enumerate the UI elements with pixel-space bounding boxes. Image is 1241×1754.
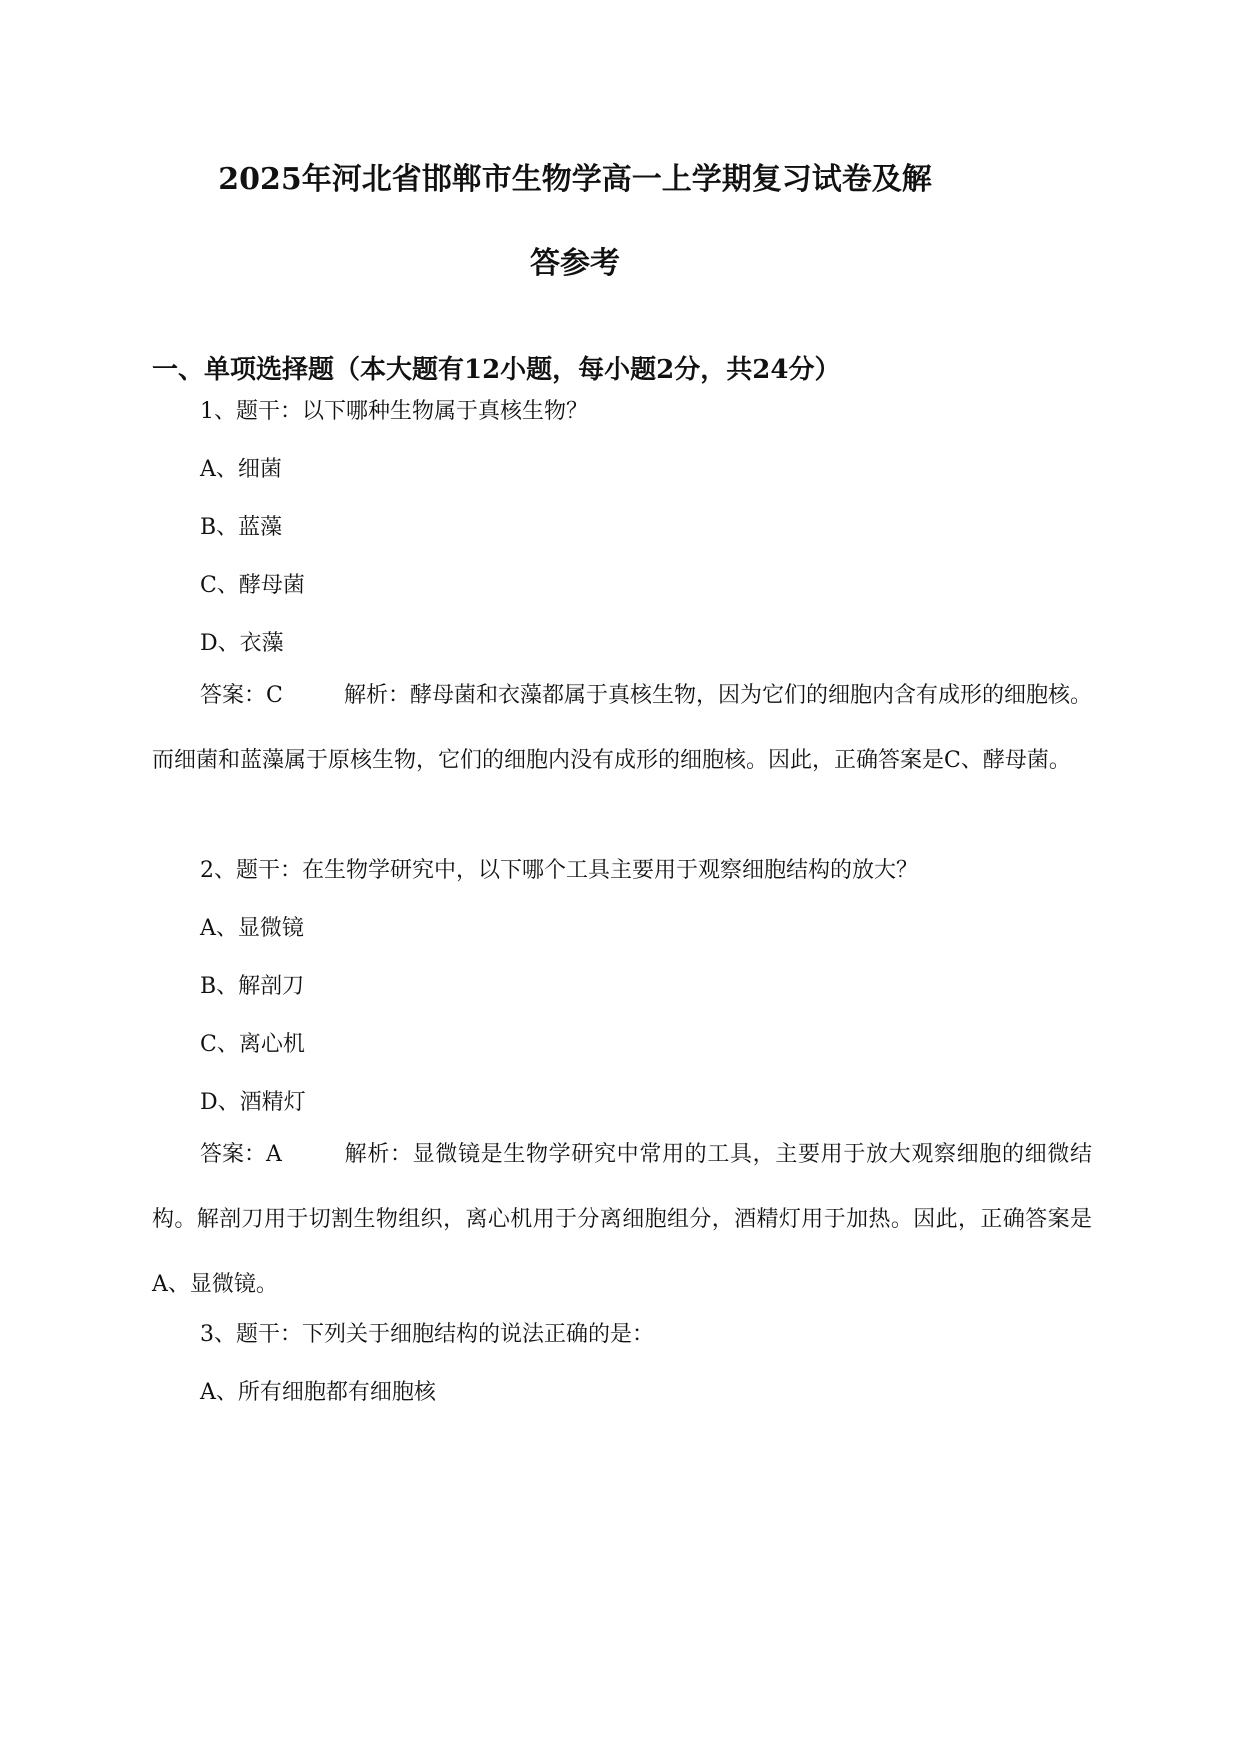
question-2-option-a: A、显微镜	[200, 916, 304, 941]
section-heading: 一、单项选择题（本大题有12小题，每小题2分，共24分）	[152, 355, 841, 385]
question-2-option-d: D、酒精灯	[200, 1090, 306, 1115]
question-2-explanation: 解析：显微镜是生物学研究中常用的工具，主要用于放大观察细胞的细微结构。解剖刀用于切割生物组织，离心机用于分离细胞组分，酒精灯用于加热。因此，正确答案是A、显微镜。	[152, 1142, 1092, 1297]
document-title-line-2: 答参考	[530, 246, 620, 281]
question-1-answer-block	[152, 663, 1092, 793]
question-1-answer: 答案：C	[200, 683, 283, 708]
question-1-option-c: C、酵母菌	[200, 573, 305, 598]
question-2-stem: 2、题干：在生物学研究中，以下哪个工具主要用于观察细胞结构的放大？	[200, 858, 918, 883]
question-1-option-d: D、衣藻	[200, 631, 284, 656]
question-2-answer: 答案：A	[200, 1142, 282, 1167]
question-3-stem: 3、题干：下列关于细胞结构的说法正确的是：	[200, 1322, 654, 1347]
question-2-answer-block	[152, 1122, 1092, 1317]
question-2-option-b: B、解剖刀	[200, 974, 305, 999]
question-1-option-b: B、蓝藻	[200, 515, 283, 540]
document-title-line-1: 2025年河北省邯郸市生物学高一上学期复习试卷及解	[218, 162, 932, 197]
question-1-option-a: A、细菌	[200, 457, 282, 482]
question-1-explanation: 解析：酵母菌和衣藻都属于真核生物，因为它们的细胞内含有成形的细胞核。而细菌和蓝藻属于原核生物，它们的细胞内没有成形的细胞核。因此，正确答案是C、酵母菌。	[152, 683, 1093, 773]
question-3-option-a: A、所有细胞都有细胞核	[200, 1380, 436, 1405]
question-1-stem: 1、题干：以下哪种生物属于真核生物？	[200, 399, 588, 424]
question-2-option-c: C、离心机	[200, 1032, 305, 1057]
